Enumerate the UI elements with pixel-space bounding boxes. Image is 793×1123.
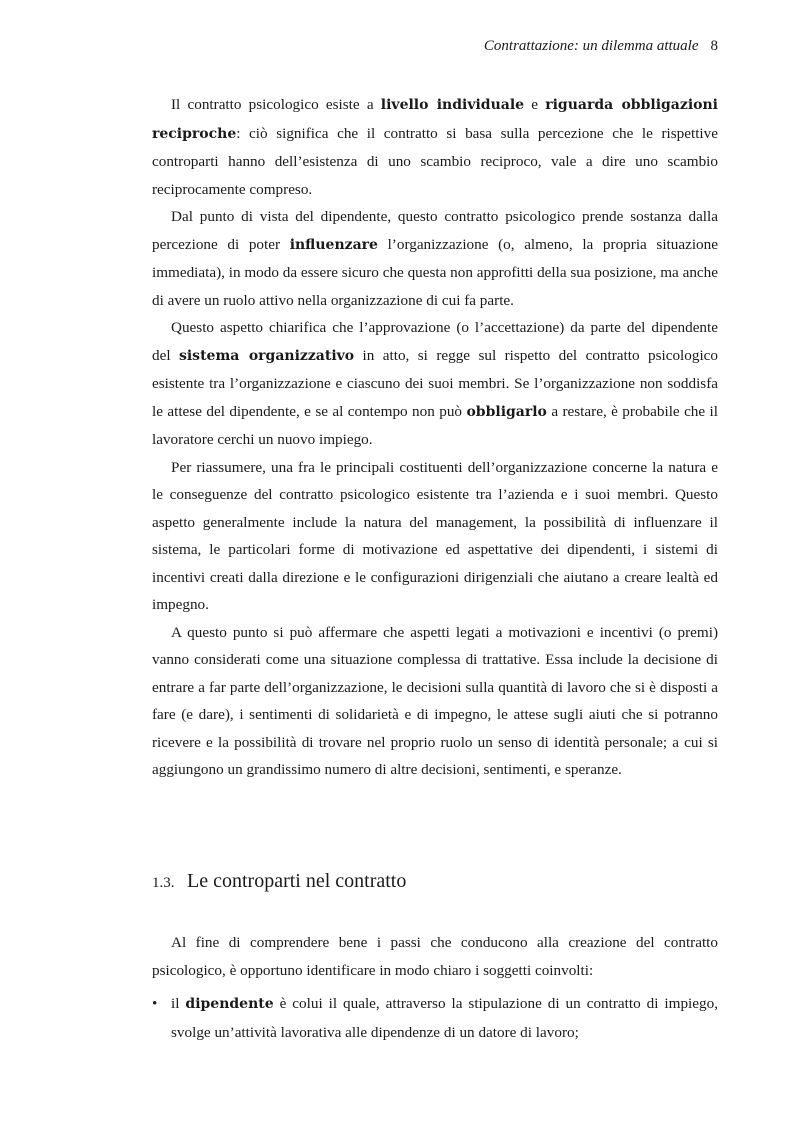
paragraph-1: Il contratto psicologico esiste a livello individuale e riguarda obbligazioni reciproche: ciò significa che il contratto si basa sulla percezione che le rispettive controparti hanno dell’esistenza di uno scambio reciproco, vale a dire uno scambio reciprocamente compreso.	[152, 96, 718, 198]
list-item: • il dipendente è colui il quale, attraverso la stipulazione di un contratto di impiego, svolge un’attività lavorativa alle dipendenze di un datore di lavoro;	[152, 990, 718, 1046]
bold-term: riguarda obbligazioni reciproche	[152, 97, 718, 142]
section-intro: Al fine di comprendere bene i passi che conducono alla creazione del contratto psicologico, è opportuno identificare in modo chiaro i soggetti coinvolti:	[152, 934, 718, 979]
paragraph-4: Per riassumere, una fra le principali costituenti dell’organizzazione concerne la natura e le conseguenze del contratto psicologico esistente tra l’azienda e i suoi membri. Questo aspetto generalmente include la natura del management, la possibilità di influenzare il sistema, le particolari forme di motivazione ed aspettative dei dipendenti, i sistemi di incentivi creati dalla direzione e le configurazioni dirigenziali che aiutano a creare lealtà ed impegno.	[152, 458, 718, 613]
paragraph-5: A questo punto si può affermare che aspetti legati a motivazioni e incentivi (o premi) vanno considerati come una situazione complessa di trattative. Essa include la decisione di entrare a far parte dell’organizzazione, le decisioni sulla quantità di lavoro che si è disposti a fare (e dare), i sentimenti di solidarietà e di impegno, le attese sugli aiuti che si potranno ricevere e la possibilità di trovare nel proprio ruolo un senso di identità personale; a cui si aggiungono un grandissimo numero di altre decisioni, sentimenti, e speranze.	[152, 623, 718, 778]
paragraph-3: Questo aspetto chiarifica che l’approvazione (o l’accettazione) da parte del dipendente del sistema organizzativo in atto, si regge sul rispetto del contratto psicologico esistente tra l’organizzazione e ciascuno dei suoi membri. Se l’organizzazione non soddisfa le attese del dipendente, e se al contempo non può obbligarlo a restare, è probabile che il lavoratore cerchi un nuovo impiego.	[152, 319, 718, 448]
paragraph-2: Dal punto di vista del dipendente, questo contratto psicologico prende sostanza dalla percezione di poter influenzare l’organizzazione (o, almeno, la propria situazione immediata), in modo da essere sicuro che questa non approfitti della sua posizione, ma anche di avere un ruolo attivo nella organizzazione di cui fa parte.	[152, 208, 718, 309]
section-title: Le controparti nel contratto	[187, 870, 407, 892]
running-title: Contrattazione: un dilemma attuale	[483, 38, 699, 54]
bold-term: livello individuale	[380, 97, 525, 113]
running-header	[152, 36, 718, 56]
section-number: 1.3.	[152, 875, 175, 891]
bullet-icon: •	[152, 995, 158, 1012]
bold-term: dipendente	[185, 996, 274, 1012]
bold-term: sistema organizzativo	[178, 347, 355, 364]
section-heading	[152, 868, 718, 896]
page-number: 8	[710, 38, 718, 54]
bold-term: influenzare	[289, 236, 378, 253]
bullet-list	[152, 990, 718, 1046]
body-text	[152, 91, 718, 784]
section-body	[152, 929, 718, 1046]
bold-term: obbligarlo	[466, 403, 547, 420]
